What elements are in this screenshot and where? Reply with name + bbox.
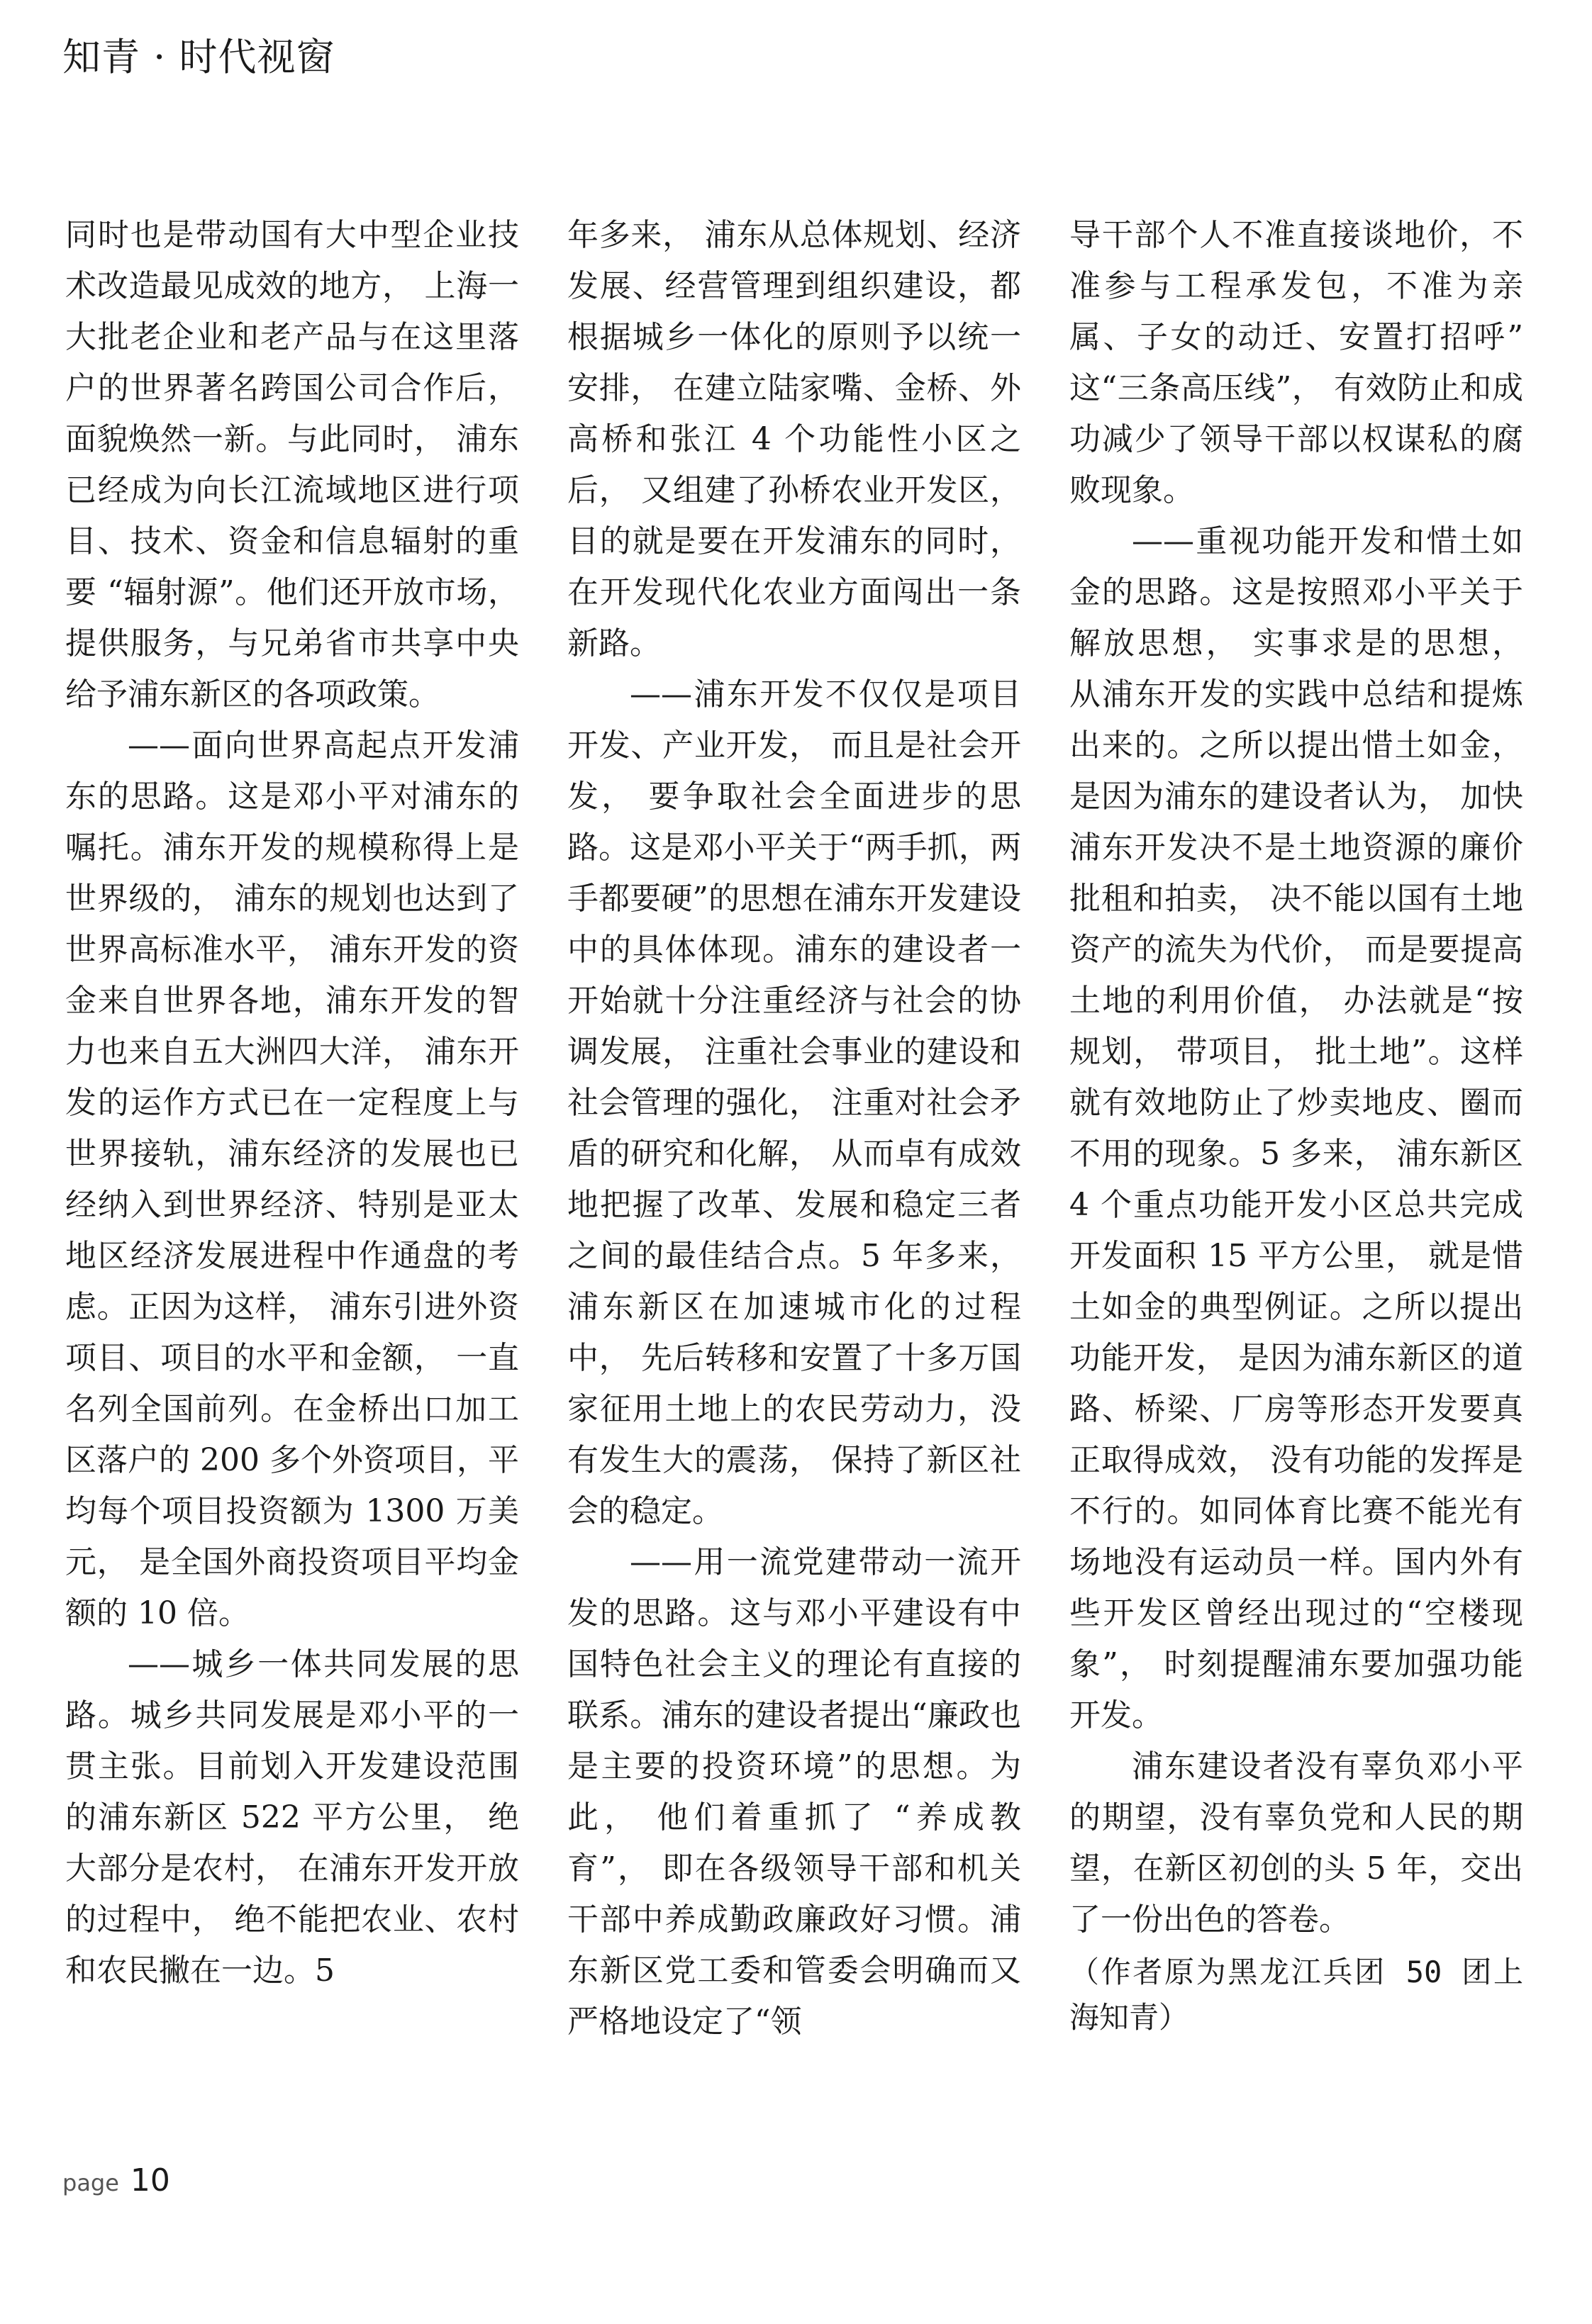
paragraph: ——浦东开发不仅仅是项目开发、产业开发， 而且是社会开发， 要争取社会全面进步的思路。这是邓小平关于“两手抓，两手都要硬”的思想在浦东开发建设中的具体体现。浦东的建设者一开始就十分注重经济与社会的协调发展， 注重社会事业的建设和社会管理的强化， 注重对社会矛盾的研究和化解， 从而卓有成效地把握了改革、发展和稳定三者之间的最佳结合点。5 年多来，浦东新区在加速城市化的过程中， 先后转移和安置了十多万国家征用土地上的农民劳动力，没有发生大的震荡， 保持了新区社会的稳定。 [567,676,1021,1529]
paragraph: 同时也是带动国有大中型企业技术改造最见成效的地方， 上海一大批老企业和老产品与在这里落户的世界著名跨国公司合作后， 面貌焕然一新。与此同时， 浦东已经成为向长江流域地区进行项目、技术、资金和信息辐射的重要 “辐射源”。他们还开放市场， 提供服务，与兄弟省市共享中央给予浦东新区的各项政策。 [65,217,519,713]
magazine-section-title: 知青 · 时代视窗 [62,35,335,79]
text-column-3 [1069,210,1523,2040]
text-column-1 [65,210,519,1996]
paragraph: ——用一流党建带动一流开发的思路。这与邓小平建设有中国特色社会主义的理论有直接的联系。浦东的建设者提出“廉政也是主要的投资环境”的思想。为此， 他们着重抓了 “养成教育”， 即在各级领导干部和机关干部中养成勤政廉政好习惯。浦东新区党工委和管委会明确而又严格地设定了“领 [567,1544,1021,2040]
paragraph: ——城乡一体共同发展的思路。城乡共同发展是邓小平的一贯主张。目前划入开发建设范围的浦东新区 522 平方公里， 绝大部分是农村， 在浦东开发开放的过程中， 绝不能把农业、农村和农民撇在一边。5 [65,1646,519,1989]
page-label: page [62,2169,119,2196]
paragraph: 浦东建设者没有辜负邓小平的期望，没有辜负党和人民的期望，在新区初创的头 5 年，交出了一份出色的答卷。 [1069,1748,1523,1938]
paragraph: ——重视功能开发和惜土如金的思路。这是按照邓小平关于解放思想， 实事求是的思想， 从浦东开发的实践中总结和提炼出来的。之所以提出惜土如金， 是因为浦东的建设者认为， 加快浦东开发决不是土地资源的廉价批租和拍卖， 决不能以国有土地资产的流失为代价， 而是要提高土地的利用价值， 办法就是“按规划， 带项目， 批土地”。这样就有效地防止了炒卖地皮、圈而不用的现象。5 多来， 浦东新区 4 个重点功能开发小区总共完成开发面积 15 平方公里， 就是惜土如金的典型例证。之所以提出功能开发， 是因为浦东新区的道路、桥梁、厂房等形态开发要真正取得成效， 没有功能的发挥是不行的。如同体育比赛不能光有场地没有运动员一样。国内外有些开发区曾经出现过的“空楼现象”， 时刻提醒浦东要加强功能开发。 [1069,523,1523,1733]
text-column-2 [567,210,1021,2048]
paragraph: 年多来， 浦东从总体规划、经济发展、经营管理到组织建设，都根据城乡一体化的原则予以统一安排， 在建立陆家嘴、金桥、外高桥和张江 4 个功能性小区之后， 又组建了孙桥农业开发区， 目的就是要在开发浦东的同时， 在开发现代化农业方面闯出一条新路。 [567,217,1021,661]
page-number: 10 [130,2162,170,2199]
paragraph: 导干部个人不准直接谈地价，不准参与工程承发包，不准为亲属、子女的动迁、安置打招呼” 这“三条高压线”， 有效防止和成功减少了领导干部以权谋私的腐败现象。 [1069,217,1523,508]
paragraph: ——面向世界高起点开发浦东的思路。这是邓小平对浦东的嘱托。浦东开发的规模称得上是世界级的， 浦东的规划也达到了世界高标准水平， 浦东开发的资金来自世界各地，浦东开发的智力也来自五大洲四大洋， 浦东开发的运作方式已在一定程度上与世界接轨，浦东经济的发展也已经纳入到世界经济、特别是亚太地区经济发展进程中作通盘的考虑。正因为这样， 浦东引进外资项目、项目的水平和金额， 一直名列全国前列。在金桥出口加工区落户的 200 多个外资项目，平均每个项目投资额为 1300 万美元， 是全国外商投资项目平均金额的 10 倍。 [65,727,519,1631]
author-note: （作者原为黑龙江兵团 50 团上海知青） [1069,1955,1523,2035]
page-footer [62,2162,170,2199]
